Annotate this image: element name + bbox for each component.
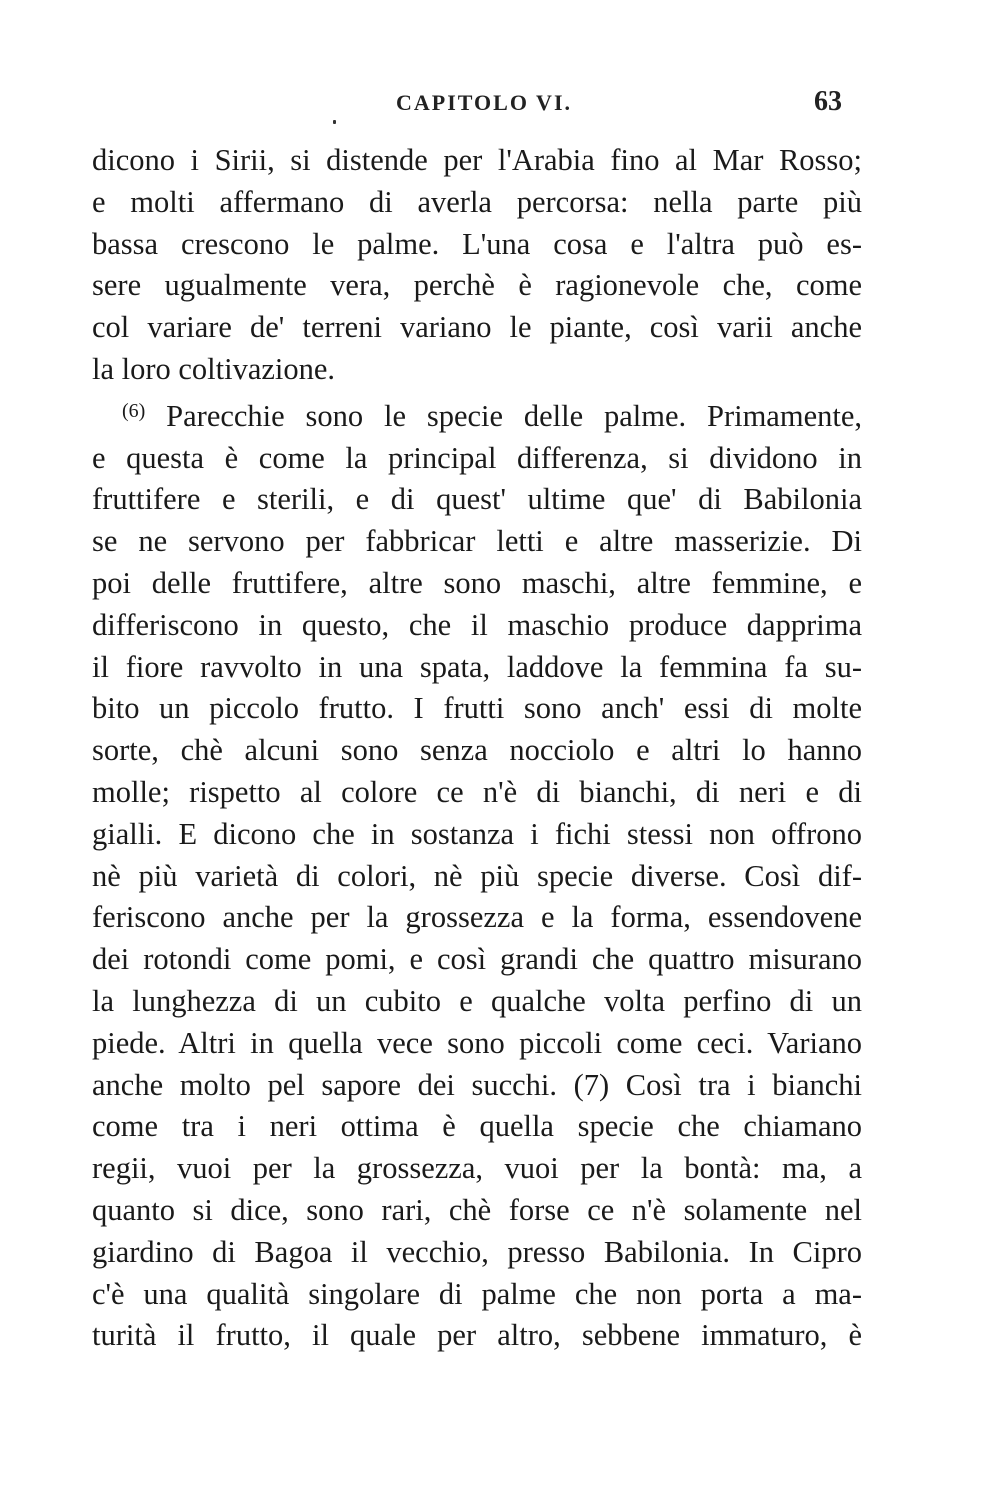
- text-line: e questa è come la principal differenza, si dividono in: [92, 440, 862, 475]
- text-line: [92, 391, 862, 438]
- paragraph-2: [92, 391, 862, 1357]
- body-text: [92, 140, 862, 1357]
- text-line: gialli. E dicono che in sostanza i fichi stessi non offrono: [92, 816, 862, 851]
- text-line: il fiore ravvolto in una spata, laddove la femmina fa su-: [92, 649, 862, 684]
- text-line: giardino di Bagoa il vecchio, presso Babilonia. In Cipro: [92, 1234, 862, 1269]
- text-line: fruttifere e sterili, e di quest' ultime que' di Babilonia: [92, 482, 862, 517]
- text-line: come tra i neri ottima è quella specie che chiamano: [92, 1109, 862, 1144]
- text-line: sere ugualmente vera, perchè è ragionevole che, come: [92, 268, 862, 303]
- text-line: nè più varietà di colori, nè più specie diverse. Così dif-: [92, 858, 862, 893]
- page-number: 63: [814, 86, 842, 117]
- text-line: feriscono anche per la grossezza e la forma, essendovene: [92, 900, 862, 935]
- paragraph-1: [92, 140, 862, 391]
- text-line: dicono i Sirii, si distende per l'Arabia fino al Mar Rosso;: [92, 143, 862, 177]
- line-text: Parecchie sono le specie delle palme. Primamente,: [145, 398, 862, 433]
- text-line: col variare de' terreni variano le piante, così varii anche: [92, 310, 862, 345]
- text-line: anche molto pel sapore dei succhi. (7) Così tra i bianchi: [92, 1067, 862, 1102]
- text-line: bassa crescono le palme. L'una cosa e l'altra può es-: [92, 226, 862, 261]
- text-line: la lunghezza di un cubito e qualche volta perfino di un: [92, 983, 862, 1018]
- text-line: se ne servono per fabbricar letti e altre masserizie. Di: [92, 524, 862, 559]
- text-line: e molti affermano di averla percorsa: nella parte più: [92, 184, 862, 219]
- text-line: quanto si dice, sono rari, chè forse ce n'è solamente nel: [92, 1192, 862, 1227]
- text-line: bito un piccolo frutto. I frutti sono anch' essi di molte: [92, 691, 862, 726]
- running-head: CAPITOLO VI.: [396, 90, 573, 115]
- text-line: regii, vuoi per la grossezza, vuoi per la bontà: ma, a: [92, 1151, 862, 1186]
- text-line: molle; rispetto al colore ce n'è di bianchi, di neri e di: [92, 774, 862, 809]
- text-line: piede. Altri in quella vece sono piccoli come ceci. Variano: [92, 1025, 862, 1060]
- text-line: c'è una qualità singolare di palme che non porta a ma-: [92, 1276, 862, 1311]
- text-line: la loro coltivazione.: [92, 351, 336, 386]
- print-speck: [333, 120, 336, 124]
- note-marker: (6): [122, 399, 146, 422]
- text-line: differiscono in questo, che il maschio produce dapprima: [92, 607, 862, 642]
- text-line: poi delle fruttifere, altre sono maschi, altre femmine, e: [92, 565, 862, 600]
- text-line: sorte, chè alcuni sono senza nocciolo e altri lo hanno: [92, 733, 862, 768]
- text-line: turità il frutto, il quale per altro, sebbene immaturo, è: [92, 1318, 862, 1353]
- text-line: dei rotondi come pomi, e così grandi che quattro misurano: [92, 942, 862, 977]
